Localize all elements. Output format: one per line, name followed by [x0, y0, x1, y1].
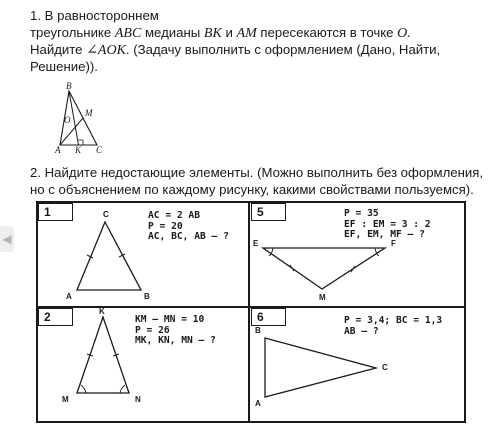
math-bk: BK	[203, 26, 222, 41]
math-abc: ABC	[114, 26, 142, 41]
task1-line3	[30, 41, 440, 59]
label-b: B	[144, 292, 150, 301]
math-angle-aok: ∠AOK	[86, 43, 126, 58]
cell-6-number: 6	[251, 308, 286, 326]
given-line: AC, BC, AB — ?	[148, 231, 229, 242]
given-line: P = 35	[344, 208, 379, 219]
isosceles-triangle	[263, 248, 385, 289]
cell-2-figure	[55, 306, 155, 406]
cell-5-number: 5	[251, 203, 286, 221]
angle-arc	[120, 385, 125, 393]
cell-1-number: 1	[38, 203, 73, 221]
given-line: AB — ?	[344, 325, 379, 337]
label-n: N	[135, 395, 141, 404]
task1-line2	[30, 24, 411, 42]
isosceles-triangle	[77, 222, 141, 290]
cell-2-number: 2	[38, 308, 73, 326]
task2-line2: но с объяснением по каждому рисунку, какими свойствами пользуемся).	[30, 182, 474, 197]
label-m: M	[85, 108, 93, 118]
label-k: K	[75, 145, 82, 155]
given-line: AC = 2 AB	[148, 210, 200, 221]
label-c: C	[103, 210, 109, 219]
task2-line1: 2. Найдите недостающие элементы. (Можно выполнить без оформления,	[30, 165, 484, 180]
given-line: MK, KN, MN — ?	[135, 335, 216, 346]
given-line: P = 26	[135, 324, 170, 336]
task1-text: и	[221, 25, 237, 40]
label-e: E	[253, 239, 259, 248]
label-m: M	[62, 395, 69, 404]
label-a: A	[255, 399, 261, 408]
task1-line1: 1. В равностороннем	[30, 8, 159, 23]
tick-mark	[290, 265, 294, 271]
previous-arrow-button[interactable]	[0, 226, 14, 252]
label-f: F	[391, 239, 396, 248]
task1-line4: Решение)).	[30, 59, 98, 74]
cell-1-given	[148, 211, 229, 243]
isosceles-triangle	[77, 317, 129, 393]
cell-1-figure	[60, 206, 160, 304]
math-o: O.	[397, 26, 411, 41]
label-b: B	[255, 326, 261, 335]
triangle-abc	[265, 338, 376, 397]
task1-text: . (Задачу выполнить с оформлением (Дано, Найти,	[125, 42, 441, 57]
label-k: K	[99, 307, 105, 316]
cell-5-figure	[250, 236, 410, 304]
label-m: M	[319, 293, 326, 302]
task1-text: пересекаются в точке	[256, 25, 398, 40]
given-line: EF, EM, MF — ?	[344, 229, 425, 240]
label-a: A	[66, 292, 72, 301]
given-line: P = 3,4; BC = 1,3	[344, 315, 443, 326]
task1-text: Найдите	[30, 42, 87, 57]
given-line: EF : EM = 3 : 2	[344, 218, 431, 230]
given-line: P = 20	[148, 220, 183, 232]
task1-text: треугольнике	[30, 25, 115, 40]
label-b: B	[66, 81, 72, 91]
given-line: KM – MN = 10	[135, 314, 205, 325]
task1-text: медианы	[141, 25, 204, 40]
label-a: A	[55, 145, 61, 155]
task1-triangle-figure	[55, 82, 115, 154]
cell-6-figure	[250, 320, 400, 410]
label-c: C	[382, 363, 388, 372]
chevron-left-icon: ◀	[2, 232, 12, 246]
angle-arc	[81, 385, 86, 393]
label-c: C	[96, 145, 103, 155]
math-am: AM	[236, 26, 257, 41]
label-o: O	[64, 115, 71, 125]
